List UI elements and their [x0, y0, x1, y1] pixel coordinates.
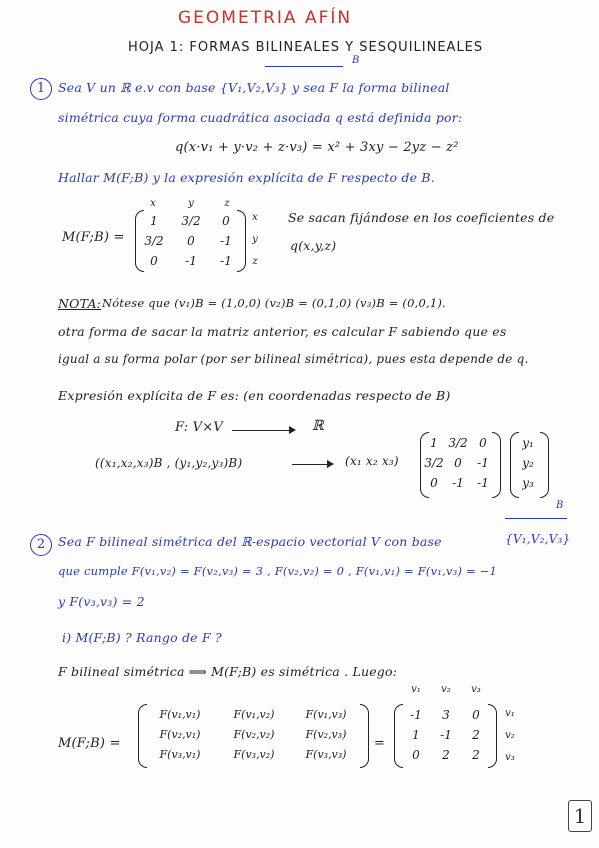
ex1-matrix — [135, 198, 258, 278]
matrix-cell: 1 — [150, 214, 158, 228]
ex1-task: Hallar M(F;B) y la expresión explícita de F respecto de B. — [58, 170, 435, 185]
matrix-cell: 3/2 — [424, 456, 444, 470]
matrix-cell: 0 — [150, 254, 158, 268]
matrix-cell: 3/2 — [181, 214, 201, 228]
ex2-numeric-matrix — [392, 684, 532, 774]
note-line-1: Nótese que (v₁)B = (1,0,0) (v₂)B = (0,1,0) (v₃)B = (0,0,1). — [102, 296, 446, 310]
matrix-cell: 0 — [479, 436, 487, 450]
matrix-cell: -1 — [220, 254, 232, 268]
explicit-title: Expresión explícita de F es: (en coordenadas respecto de B) — [58, 388, 451, 403]
ex1-line-1: Sea V un ℝ e.v con base {V₁,V₂,V₃} y sea F la forma bilineal — [58, 80, 450, 95]
matrix-cell: 0 — [430, 476, 438, 490]
ex1-line-2: simétrica cuya forma cuadrática asociada q está definida por: — [58, 110, 463, 125]
matrix-cell: F(v₃,v₃) — [305, 748, 347, 761]
page-subtitle: HOJA 1: FORMAS BILINEALES Y SESQUILINEALES — [128, 40, 484, 55]
matrix-cell: 0 — [222, 214, 230, 228]
ex2-basis-underline — [505, 518, 567, 519]
matrix-cell: 1 — [412, 728, 420, 742]
page-title: GEOMETRIA AFÍN — [178, 8, 353, 28]
exercise-2-number: 2 — [30, 534, 52, 556]
matrix-cell: 3 — [442, 708, 450, 722]
matrix-cell: 2 — [472, 748, 480, 762]
col-label: v₃ — [471, 684, 481, 695]
col-label: x — [150, 198, 156, 209]
matrix-cell: 0 — [412, 748, 420, 762]
ex1-basis-label: B — [352, 55, 360, 66]
note-label: NOTA: — [58, 296, 102, 311]
row-label: y — [252, 234, 258, 245]
note-line-2: otra forma de sacar la matriz anterior, es calcular F sabiendo que es — [58, 324, 507, 339]
matrix-cell: 0 — [454, 456, 462, 470]
note-line-3: igual a su forma polar (por ser bilineal simétrica), pues esta depende de q. — [58, 352, 529, 366]
ex2-symbolic-matrix — [138, 704, 378, 770]
ex2-line-2: que cumple F(v₁,v₂) = F(v₂,v₃) = 3 , F(v₂,v₂) = 0 , F(v₁,v₁) = F(v₁,v₃) = −1 — [58, 564, 498, 578]
matrix-cell: -1 — [410, 708, 422, 722]
row-label: v₁ — [505, 708, 515, 719]
ex1-basis-underline — [265, 66, 343, 67]
equals-sign: = — [374, 736, 386, 751]
ex2-line-3: y F(v₃,v₃) = 2 — [58, 594, 145, 609]
ex2-question: i) M(F;B) ? Rango de F ? — [62, 630, 222, 645]
ex2-matrix-label: M(F;B) = — [58, 736, 121, 751]
col-label: y — [188, 198, 194, 209]
map-arrow — [232, 430, 294, 431]
vector-cell: y₁ — [522, 436, 534, 450]
right-bracket — [540, 432, 549, 498]
matrix-cell: 2 — [442, 748, 450, 762]
row-label: v₂ — [505, 730, 515, 741]
matrix-cell: -1 — [452, 476, 464, 490]
matrix-cell: 2 — [472, 728, 480, 742]
row-label: z — [252, 256, 258, 267]
matrix-cell: -1 — [477, 476, 489, 490]
exercise-1-number: 1 — [30, 78, 52, 100]
ex2-implication: F bilineal simétrica ⟹ M(F;B) es simétrica . Luego: — [58, 664, 398, 679]
ex1-side-note-2: q(x,y,z) — [290, 238, 337, 253]
map-arrow-2 — [292, 464, 332, 465]
matrix-cell: 3/2 — [144, 234, 164, 248]
col-label: v₂ — [441, 684, 451, 695]
page-number: 1 — [568, 800, 592, 832]
vector-cell: y₃ — [522, 476, 534, 490]
map-argument: ((x₁,x₂,x₃)B , (y₁,y₂,y₃)B) — [95, 456, 243, 470]
ex1-matrix-2 — [420, 432, 570, 500]
matrix-cell: 1 — [430, 436, 438, 450]
ex2-basis: {V₁,V₂,V₃} — [505, 532, 571, 546]
row-vector: (x₁ x₂ x₃) — [345, 454, 399, 468]
row-label: v₃ — [505, 752, 515, 763]
matrix-cell: 3/2 — [448, 436, 468, 450]
matrix-cell: F(v₃,v₁) — [159, 748, 201, 761]
matrix-cell: 0 — [187, 234, 195, 248]
ex1-side-note-1: Se sacan fijándose en los coeficientes de — [288, 210, 555, 225]
ex1-matrix-label: M(F;B) = — [62, 230, 125, 245]
col-label: v₁ — [411, 684, 421, 695]
ex2-basis-label: B — [556, 500, 564, 511]
matrix-cell: F(v₁,v₃) — [305, 708, 347, 721]
matrix-cell: -1 — [220, 234, 232, 248]
matrix-cell: -1 — [477, 456, 489, 470]
matrix-cell: -1 — [185, 254, 197, 268]
matrix-cell: F(v₁,v₂) — [233, 708, 275, 721]
map-target: ℝ — [312, 418, 324, 434]
row-label: x — [252, 212, 258, 223]
matrix-cell: F(v₃,v₂) — [233, 748, 275, 761]
matrix-cell: F(v₂,v₃) — [305, 728, 347, 741]
map-head: F: V×V — [175, 420, 223, 435]
matrix-cell: F(v₂,v₂) — [233, 728, 275, 741]
matrix-cell: F(v₂,v₁) — [159, 728, 201, 741]
matrix-cell: -1 — [440, 728, 452, 742]
matrix-cell: F(v₁,v₁) — [159, 708, 201, 721]
col-label: z — [224, 198, 230, 209]
matrix-cell: 0 — [472, 708, 480, 722]
vector-cell: y₂ — [522, 456, 534, 470]
ex1-formula: q(x·v₁ + y·v₂ + z·v₃) = x² + 3xy − 2yz − z² — [175, 140, 459, 155]
ex2-line-1: Sea F bilineal simétrica del ℝ-espacio vectorial V con base — [58, 534, 442, 549]
